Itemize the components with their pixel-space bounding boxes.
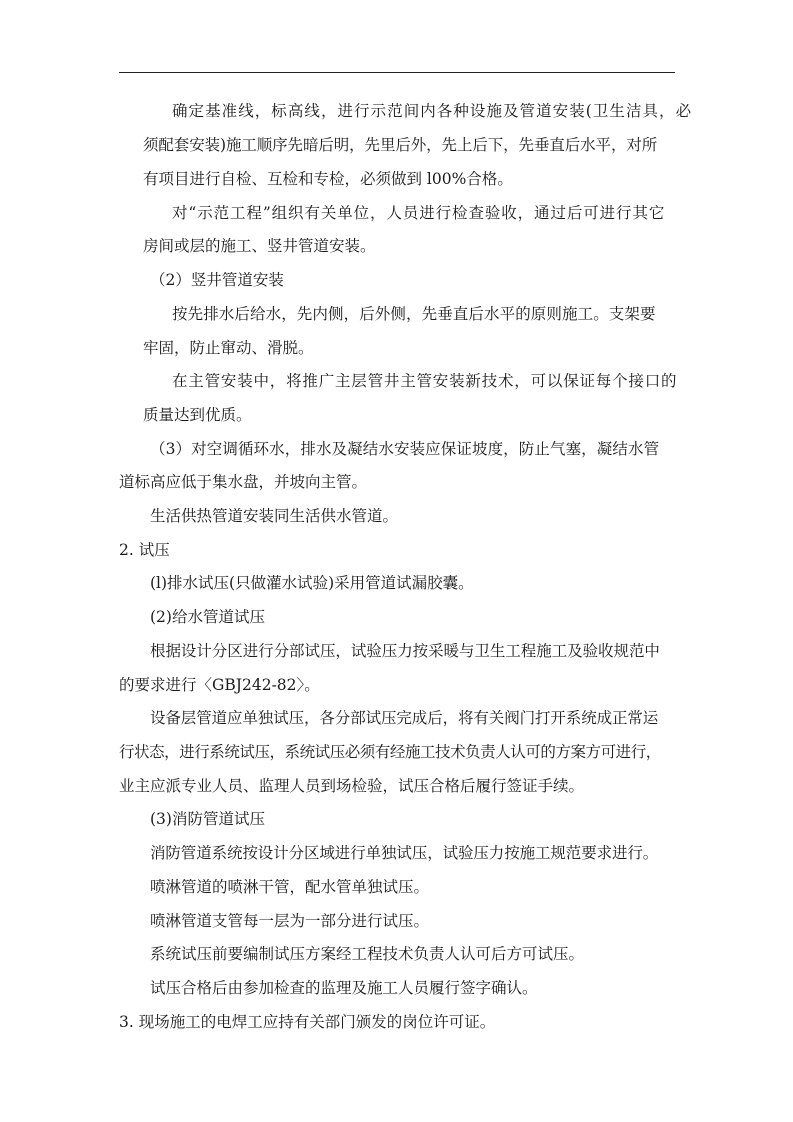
header-rule xyxy=(119,72,675,73)
text-line: （2）竖井管道安装 xyxy=(150,271,284,289)
text-line: 设备层管道应单独试压，各分部试压完成后，将有关阀门打开系统成正常运 xyxy=(150,709,659,727)
text-line: 生活供热管道安装同生活供水管道。 xyxy=(150,507,399,525)
text-line: 系统试压前要编制试压方案经工程技术负责人认可后方可试压。 xyxy=(150,945,585,963)
text-line: 有项目进行自检、互检和专检，必须做到 l00%合格。 xyxy=(143,170,513,188)
text-line: 房间或层的施工、竖井管道安装。 xyxy=(143,237,376,255)
text-line: 质量达到优质。 xyxy=(143,406,252,424)
text-line: 牢固，防止窜动、滑脱。 xyxy=(143,339,314,357)
text-line: 试压合格后由参加检查的监理及施工人员履行签字确认。 xyxy=(150,979,538,997)
text-line: 在主管安装中，将推广主层管井主管安装新技术，可以保证每个接口的 xyxy=(172,372,678,390)
text-line: 消防管道系统按设计分区域进行单独试压，试验压力按施工规范要求进行。 xyxy=(150,844,659,862)
text-line: 业主应派专业人员、监理人员到场检验，试压合格后履行签证手续。 xyxy=(119,777,585,795)
section-heading: 2. 试压 xyxy=(119,541,170,559)
text-line: (2)给水管道试压 xyxy=(150,608,265,626)
text-line: （3）对空调循环水，排水及凝结水安装应保证坡度，防止气塞，凝结水管 xyxy=(150,440,660,458)
text-line: 的要求进行〈GBJ242-82〉。 xyxy=(119,676,320,694)
text-line: 按先排水后给水，先内侧，后外侧，先垂直后水平的原则施工。支架要 xyxy=(172,305,656,323)
text-line: 根据设计分区进行分部试压，试验压力按采暖与卫生工程施工及验收规范中 xyxy=(150,642,660,660)
text-line: 须配套安装)施工顺序先暗后明，先里后外，先上后下，先垂直后水平，对所 xyxy=(143,136,658,154)
text-line: 对“示范工程”组织有关单位，人员进行检查验收，通过后可进行其它 xyxy=(172,204,666,222)
text-line: 喷淋管道的喷淋干管，配水管单独试压。 xyxy=(150,878,430,896)
section-heading: 3. 现场施工的电焊工应持有关部门颁发的岗位许可证。 xyxy=(119,1013,496,1031)
text-line: (3)消防管道试压 xyxy=(150,810,265,828)
text-line: 行状态，进行系统试压，系统试压必须有经施工技术负责人认可的方案方可进行， xyxy=(119,743,661,761)
text-line: (l)排水试压(只做灌水试验)采用管道试漏胶囊。 xyxy=(150,574,474,592)
text-line: 确定基准线，标高线，进行示范间内各种设施及管道安装(卫生洁具，必 xyxy=(172,102,693,120)
text-line: 喷淋管道支管每一层为一部分进行试压。 xyxy=(150,912,430,930)
text-line: 道标高应低于集水盘，并坡向主管。 xyxy=(119,473,368,491)
